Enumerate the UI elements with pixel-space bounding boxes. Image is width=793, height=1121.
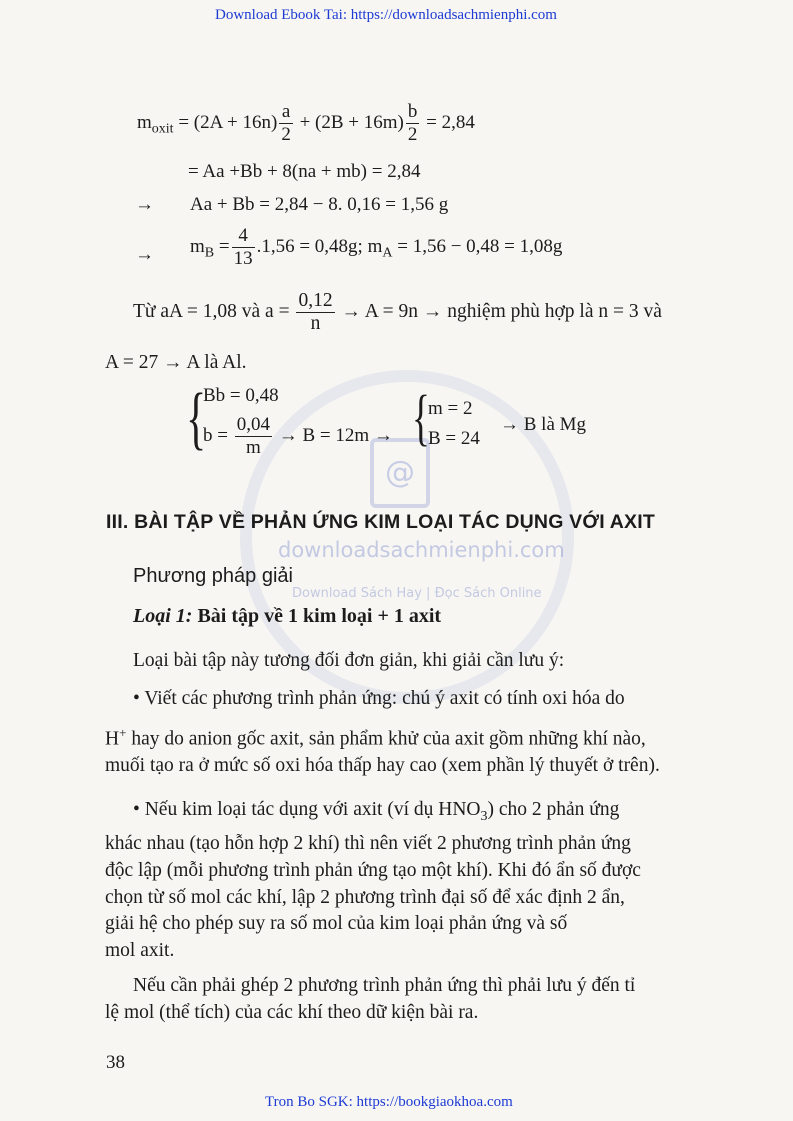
frac-num: 0,04 [236, 414, 270, 435]
system-right-2: B = 24 [428, 428, 480, 449]
bullet-2-line-4: chọn từ số mol các khí, lập 2 phương trình đại số để xác định 2 ẩn, [105, 887, 625, 908]
b2-sub: 3 [480, 808, 488, 824]
watermark-book-icon: @ [370, 438, 430, 508]
eq4-sub-a: A [382, 245, 393, 261]
eq1-part1: = (2A + 16n) [178, 111, 278, 133]
watermark-site: downloadsachmienphi.com [278, 538, 565, 562]
equation-line-4 [190, 225, 562, 270]
frac-004-over-m [235, 414, 272, 459]
frac-num: 0,12 [298, 290, 333, 311]
frac-a-over-2 [279, 101, 293, 146]
equation-line-1 [137, 101, 475, 146]
right-brace: { [412, 384, 430, 452]
eq4-sub-b: B [204, 245, 215, 261]
frac-den: m [235, 436, 272, 459]
eq1-m: m [137, 111, 152, 133]
paragraph-3-line-1: Nếu cần phải ghép 2 phương trình phản ứng thì phải lưu ý đến tỉ [133, 975, 636, 996]
frac-num: 4 [238, 225, 248, 246]
type-label: Loại 1 [133, 605, 186, 627]
watermark-tagline: Download Sách Hay | Đọc Sách Online [292, 586, 542, 601]
section-heading: III. BÀI TẬP VỀ PHẢN ỨNG KIM LOẠI TÁC DỤNG VỚI AXIT [106, 511, 655, 533]
type-heading [133, 605, 441, 628]
header-download-link[interactable]: Download Ebook Tai: https://downloadsachmienphi.com [215, 7, 557, 23]
system-line-2 [203, 414, 393, 459]
eq1-end: = 2,84 [426, 111, 475, 133]
method-heading: Phương pháp giải [133, 565, 293, 587]
frac-den: 2 [281, 124, 291, 145]
h-symbol: H [105, 728, 120, 750]
eq1-sub: oxit [151, 121, 174, 137]
frac-4-over-13 [232, 225, 255, 270]
bullet-2-line-2: khác nhau (tạo hỗn hợp 2 khí) thì nên viết 2 phương trình phản ứng [105, 833, 631, 854]
derivation-line-1 [133, 290, 662, 335]
deriv-end: → A = 9n → nghiệm phù hợp là n = 3 và [341, 300, 662, 322]
bullet-2-line-1 [133, 795, 619, 831]
h-plus: + [119, 725, 127, 740]
equation-line-3: Aa + Bb = 2,84 − 8. 0,16 = 1,56 g [190, 194, 449, 215]
frac-num: a [281, 101, 291, 122]
b1-rest: hay do anion gốc axit, sản phẩm khử của axit gồm những khí nào, [126, 728, 646, 750]
eq4-eq: = [218, 235, 230, 257]
eq1-part2: + (2B + 16m) [299, 111, 404, 133]
frac-b-over-2 [406, 101, 420, 146]
arrow-4: → [135, 244, 154, 265]
frac-den: 13 [233, 248, 253, 269]
paragraph-intro: Loại bài tập này tương đối đơn giản, khi giải cần lưu ý: [133, 650, 565, 671]
bullet-2-line-6: mol axit. [105, 940, 175, 961]
bullet-1-line-2 [105, 718, 646, 754]
type-colon: : [185, 605, 193, 627]
frac-012-over-n [296, 290, 334, 335]
arrow-3: → [135, 194, 154, 215]
left-brace: { [186, 380, 207, 457]
b2-part-b: ) cho 2 phản ứng [487, 799, 620, 820]
frac-num: b [407, 101, 418, 122]
system-conclusion: → B là Mg [500, 414, 587, 435]
deriv-start: Từ aA = 1,08 và a = [133, 300, 290, 322]
system-line-1: Bb = 0,48 [203, 385, 279, 406]
system-right-1: m = 2 [428, 398, 473, 419]
paragraph-3-line-2: lệ mol (thể tích) của các khí theo dữ kiện bài ra. [105, 1002, 479, 1023]
page-number: 38 [106, 1052, 125, 1073]
eq4-end: = 1,56 − 0,48 = 1,08g [397, 235, 563, 257]
bullet-2-line-3: độc lập (mỗi phương trình phản ứng tạo một khí). Khi đó ẩn số được [105, 860, 641, 881]
bullet-1-line-3: muối tạo ra ở mức số oxi hóa thấp hay cao (xem phần lý thuyết ở trên). [105, 755, 660, 776]
type-title: Bài tập về 1 kim loại + 1 axit [197, 605, 442, 627]
frac-den: n [296, 312, 334, 335]
frac-den: 2 [407, 124, 418, 145]
footer-sgk-link[interactable]: Tron Bo SGK: https://bookgiaokhoa.com [265, 1094, 513, 1110]
eq4-rest: .1,56 = 0,48g; m [256, 235, 383, 257]
bullet-2-line-5: giải hệ cho phép suy ra số mol của kim loại phản ứng và số [105, 913, 568, 934]
equation-line-2: = Aa +Bb + 8(na + mb) = 2,84 [188, 161, 421, 182]
sys-b: b = [203, 424, 228, 446]
eq4-m: m [190, 235, 205, 257]
b2-part-a: • Nếu kim loại tác dụng với axit (ví dụ HNO [133, 799, 481, 820]
bullet-1-line-1: • Viết các phương trình phản ứng: chú ý axit có tính oxi hóa do [133, 688, 625, 709]
sys-mid: → B = 12m → [278, 424, 393, 446]
derivation-line-2: A = 27 → A là Al. [105, 352, 247, 373]
